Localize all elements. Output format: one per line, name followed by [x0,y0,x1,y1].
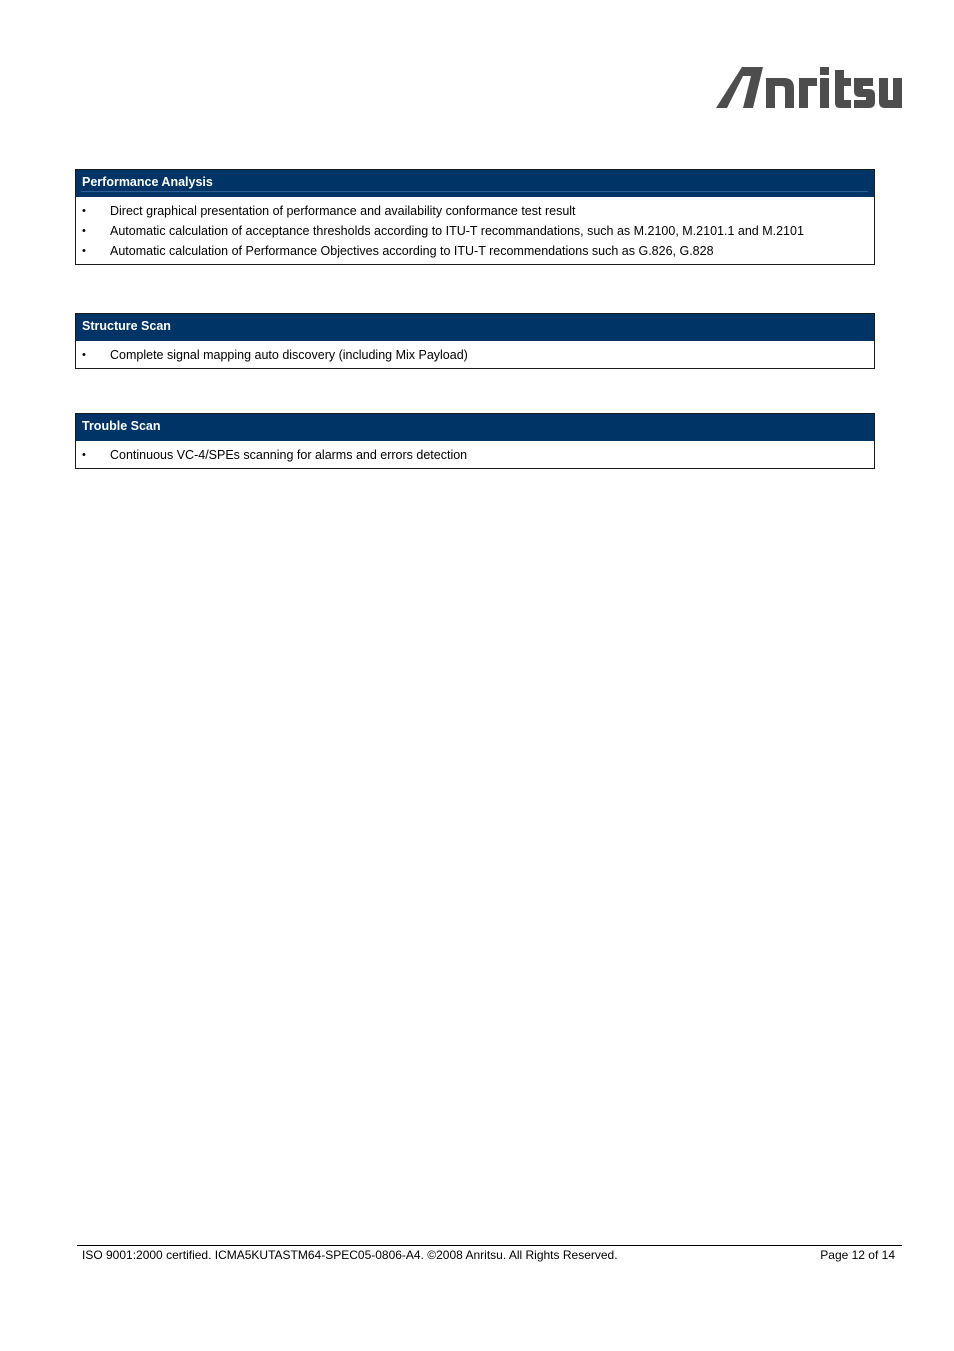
section-title: Trouble Scan [82,419,161,433]
footer-copyright: ISO 9001:2000 certified. ICMA5KUTASTM64-SPEC05-0806-A4. ©2008 Anritsu. All Rights Reserved. [82,1248,618,1262]
section-header [76,414,874,441]
page-footer [77,1245,902,1266]
list-item [76,345,874,365]
header-underline [81,191,868,192]
bullet-icon: • [82,449,86,461]
list-item [76,201,874,221]
list-item [76,241,874,261]
list-item [76,221,874,241]
section-title: Performance Analysis [82,175,213,189]
list-item-text: Direct graphical presentation of performance and availability conformance test result [110,204,576,218]
section-title: Structure Scan [82,319,171,333]
anritsu-logo-mark [716,62,902,112]
section-structure-scan [75,313,875,369]
footer-page-number: Page 12 of 14 [820,1248,895,1262]
list-item-text: Automatic calculation of acceptance thresholds according to ITU-T recommandations, such as M.2100, M.2101.1 and M.2101 [110,224,804,238]
list-item [76,445,874,465]
anritsu-logo [716,62,902,112]
bullet-icon: • [82,349,86,361]
section-header [76,314,874,341]
section-body [76,341,874,368]
bullet-icon: • [82,245,86,257]
list-item-text: Complete signal mapping auto discovery (including Mix Payload) [110,348,468,362]
bullet-icon: • [82,205,86,217]
section-header [76,170,874,197]
section-body [76,441,874,468]
section-trouble-scan [75,413,875,469]
section-performance-analysis [75,169,875,265]
section-body [76,197,874,264]
list-item-text: Automatic calculation of Performance Objectives according to ITU-T recommendations such as G.826, G.828 [110,244,714,258]
list-item-text: Continuous VC-4/SPEs scanning for alarms and errors detection [110,448,468,462]
bullet-icon: • [82,225,86,237]
